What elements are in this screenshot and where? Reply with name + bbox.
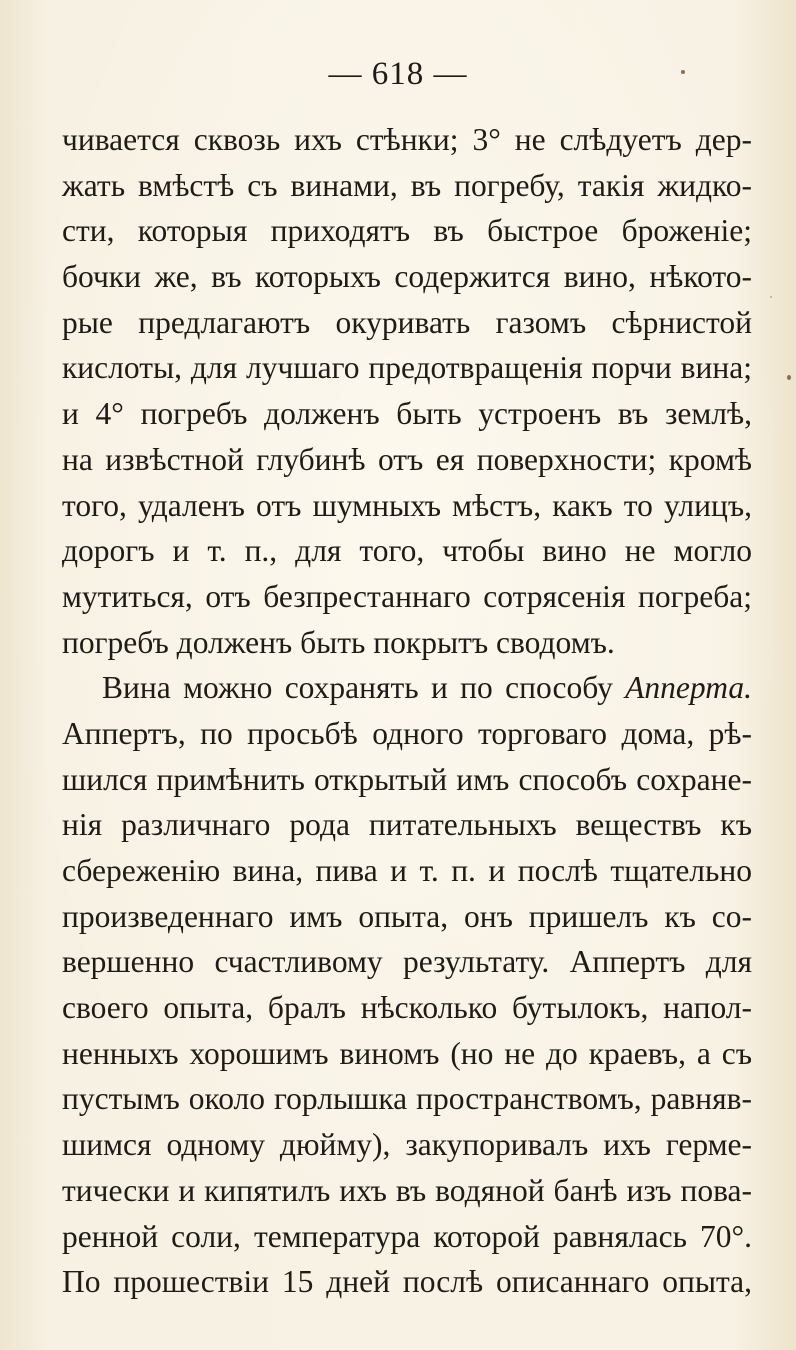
emphasized-name: Апперта. xyxy=(625,670,752,706)
text-line: мутиться, отъ безпрестаннаго сотрясенія погреба; xyxy=(62,578,752,614)
paper-speck xyxy=(787,375,791,380)
paper-speck xyxy=(770,296,772,298)
text-line: кислоты, для лучшаго предотвращенія порчи вина; xyxy=(62,350,752,386)
text-line: пустымъ около горлышка пространствомъ, равняв- xyxy=(62,1081,752,1117)
body-text xyxy=(62,117,752,1305)
text-line: сбереженію вина, пива и т. п. и послѣ тщательно xyxy=(62,853,752,888)
text-line: чивается сквозь ихъ стѣнки; 3° не слѣдуетъ дер- xyxy=(62,122,752,157)
text-line: тически и кипятилъ ихъ въ водяной банѣ изъ пова- xyxy=(62,1172,752,1208)
text-line: погребъ долженъ быть покрытъ сводомъ. xyxy=(62,624,615,660)
text-line: и 4° погребъ долженъ быть устроенъ въ землѣ, xyxy=(62,396,752,432)
text-line: вершенно счастливому результату. Аппертъ для xyxy=(62,944,752,980)
text-line: ренной соли, температура которой равнялась 70°. xyxy=(62,1218,752,1254)
text-line: того, удаленъ отъ шумныхъ мѣстъ, какъ то улицъ, xyxy=(62,487,752,523)
page-number: — 618 — xyxy=(328,56,468,92)
text-line: дорогъ и т. п., для того, чтобы вино не могло xyxy=(62,533,752,569)
text-line: нія различнаго рода питательныхъ веществъ къ xyxy=(62,807,752,843)
text-line: произведеннаго имъ опыта, онъ пришелъ къ со- xyxy=(62,898,752,934)
text-line: своего опыта, бралъ нѣсколько бутылокъ, напол- xyxy=(62,990,752,1026)
text-line: ненныхъ хорошимъ виномъ (но не до краевъ, а съ xyxy=(62,1035,752,1071)
text-line: По прошествіи 15 дней послѣ описаннаго опыта, xyxy=(62,1264,752,1300)
text-line: Вина можно сохранять и по способу Апперта. xyxy=(102,670,752,706)
text-line: сти, которыя приходятъ въ быстрое броженіе; xyxy=(62,213,752,249)
text-line: шимся одному дюйму), закупоривалъ ихъ герме- xyxy=(62,1127,752,1163)
text-line: Аппертъ, по просьбѣ одного торговаго дома, рѣ- xyxy=(62,715,752,751)
text-line: жать вмѣстѣ съ винами, въ погребу, такія жидко- xyxy=(62,167,752,203)
text-line: бочки же, въ которыхъ содержится вино, нѣкото- xyxy=(62,259,752,295)
text-line: шился примѣнить открытый имъ способъ сохране- xyxy=(62,761,752,797)
text-line: на извѣстной глубинѣ отъ ея поверхности; кромѣ xyxy=(62,441,752,477)
paper-speck xyxy=(681,70,685,74)
text-line: рые предлагаютъ окуривать газомъ сѣрнистой xyxy=(62,304,752,340)
